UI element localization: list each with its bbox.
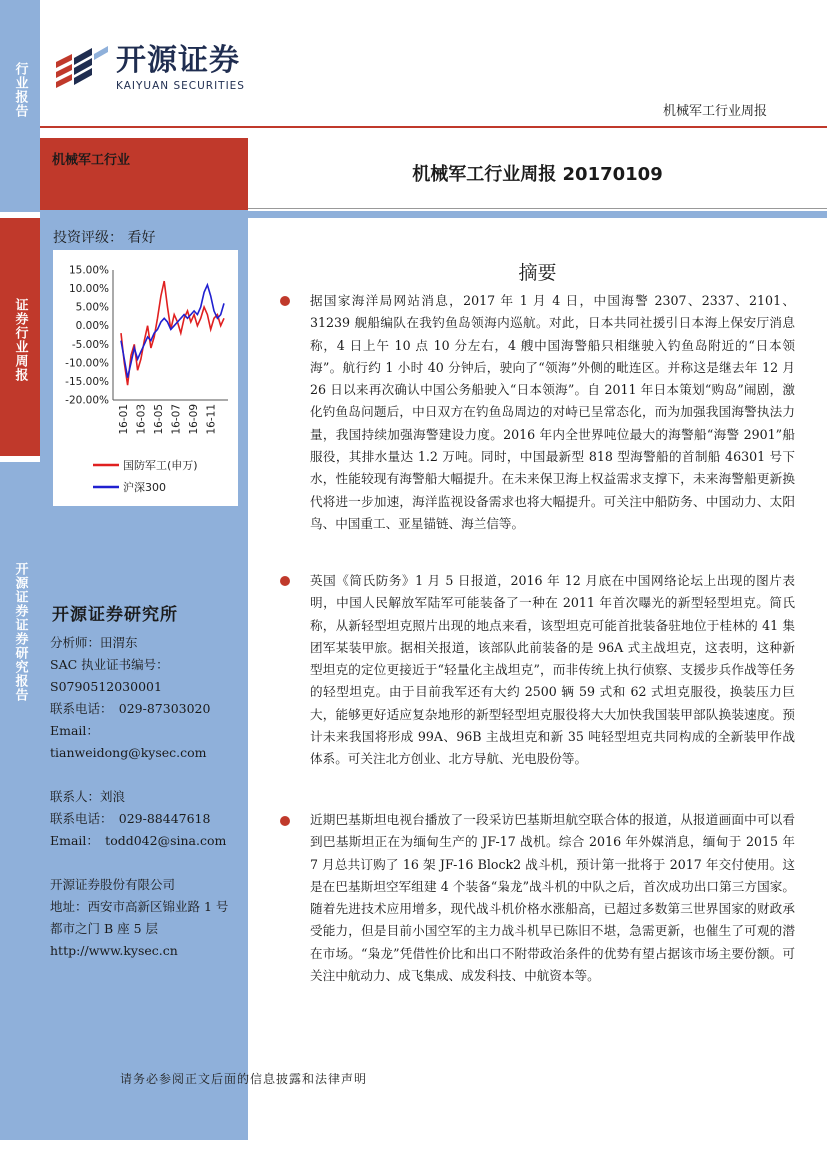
- summary-paragraph-2: 英国《简氏防务》1 月 5 日报道，2016 年 12 月底在中国网络论坛上出现的图片表明，中国人民解放军陆军可能装备了一种在 2011 年首次曝光的新型轻型坦克。简氏称，从新轻型坦克照片出现的地点来看，该型坦克可能首批装备驻地位于桂林的 41 集团军某装甲旅。据相关报道，该部队此前装备的是 96A 式主战坦克，这表明，这种新型坦克的定位更接近于“轻量化主战坦克”，而非传统上执行侦察、支援步兵作战等任务的轻型坦克。由于目前我军还有大约 2500 辆 59 式和 62 式坦克服役，换装压力巨大，能够更好适应复杂地形的新型轻型坦克服役将大大加快我国装甲部队换装速度。预计未来我国将形成 99A、96B 主战坦克和新 35 吨轻型坦克共同构成的全新装甲作战体系。可关注北方创业、北方导航、光电股份等。: [310, 573, 795, 767]
- institute-title: 开源证券研究所: [52, 605, 178, 625]
- legend-label-0: 国防军工(申万): [123, 459, 198, 472]
- header-report-type: 机械军工行业周报: [662, 104, 767, 119]
- sector-label: 机械军工行业: [52, 153, 131, 168]
- y-tick-label: 0.00%: [75, 320, 109, 333]
- page-title: 机械军工行业周报 20170109: [412, 164, 663, 185]
- footer-disclaimer: 请务必参阅正文后面的信息披露和法律声明: [120, 1072, 368, 1086]
- analyst-name: 分析师：田渭东: [50, 635, 138, 650]
- header-divider: [40, 126, 827, 128]
- analyst-email[interactable]: Email：tianweidong@kysec.com: [50, 723, 207, 760]
- y-tick-label: -5.00%: [71, 338, 109, 351]
- side-bar: [0, 0, 40, 1140]
- bullet-icon: [280, 296, 290, 306]
- summary-heading: 摘要: [518, 262, 557, 284]
- side-label-research: 开源证券证券研究报告: [12, 562, 28, 702]
- series-line-0: [121, 281, 224, 385]
- side-bar-middle: [0, 218, 40, 456]
- contact-email[interactable]: Email： todd042@sina.com: [50, 833, 227, 848]
- title-divider: [248, 208, 827, 209]
- y-tick-label: -15.00%: [65, 375, 109, 388]
- x-tick-label: 16-07: [170, 404, 183, 435]
- summary-paragraph-3: 近期巴基斯坦电视台播放了一段采访巴基斯坦航空联合体的报道，从报道画面中可以看到巴基斯坦正在为缅甸生产的 JF-17 战机。综合 2016 年外媒消息，缅甸于 2015 年 7 月总共订购了 16 架 JF-16 Block2 战斗机，预计第一批将于 2017 年交付使用。这是在巴基斯坦空军组建 4 个装备“枭龙”战斗机的中队之后，首次成功出口第三方国家。随着先进技术应用增多，现代战斗机价格水涨船高，已超过多数第三世界国家的财政承受能力，但是目前小国空军的主力战斗机早已陈旧不堪，急需更新，也催生了可观的潜在市场。“枭龙”凭借性价比和出口不附带政治条件的优势有望占据该市场主要份额。可关注中航动力、成飞集成、成发科技、中航资本等。: [310, 812, 795, 984]
- performance-chart: [53, 250, 238, 506]
- x-tick-label: 16-05: [153, 404, 165, 435]
- contact-info: [50, 632, 246, 962]
- sac-label: SAC 执业证书编号：: [50, 657, 169, 672]
- x-tick-label: 16-01: [118, 404, 130, 435]
- y-tick-label: 15.00%: [68, 264, 109, 277]
- contact-phone: 联系电话： 029-88447618: [50, 811, 211, 826]
- sac-number: S0790512030001: [50, 679, 162, 694]
- company-name: 开源证券股份有限公司: [50, 877, 176, 892]
- bullet-icon: [280, 816, 290, 826]
- side-bar-bottom: [0, 462, 40, 1140]
- y-tick-label: -20.00%: [65, 394, 109, 407]
- analyst-phone: 联系电话： 029-87303020: [50, 701, 211, 716]
- bullet-icon: [280, 576, 290, 586]
- address-line-2: 都市之门 B 座 5 层: [50, 921, 159, 936]
- company-logo: [52, 44, 245, 92]
- website-link[interactable]: http://www.kysec.cn: [50, 943, 178, 958]
- investment-rating: 投资评级： 看好: [53, 230, 156, 246]
- logo-name-en: KAIYUAN SECURITIES: [116, 79, 245, 92]
- logo-name-cn: 开源证券: [116, 42, 240, 78]
- x-tick-label: 16-03: [135, 404, 148, 435]
- x-tick-label: 16-11: [205, 404, 218, 435]
- sector-box: [40, 138, 248, 210]
- y-tick-label: 5.00%: [75, 301, 109, 314]
- x-tick-label: 16-09: [188, 404, 200, 435]
- y-tick-label: -10.00%: [65, 357, 109, 370]
- title-band: [248, 211, 827, 218]
- side-label-industry-report: 行业报告: [12, 62, 28, 118]
- side-label-weekly: 证券行业周报: [12, 298, 28, 382]
- side-bar-top: [0, 0, 40, 212]
- chart-svg: [53, 250, 238, 506]
- kaiyuan-logo-icon: [52, 44, 110, 92]
- summary-paragraph-1: 据国家海洋局网站消息，2017 年 1 月 4 日，中国海警 2307、2337、2101、31239 舰船编队在我钓鱼岛领海内巡航。对此，日本共同社援引日本海上保安厅消息称，4 日上午 10 点 10 分左右，4 艘中国海警船只相继驶入钓鱼岛附近的“日本领海”。航行约 1 小时 40 分钟后，驶向了“领海”外侧的毗连区。并称这是继去年 12 月 26 日以来再次确认中国公务船驶入“日本领海”。自 2011 年日本策划“购岛”闹剧，激化钓鱼岛问题后，中日双方在钓鱼岛周边的对峙已呈常态化，而为加强我国海警执法力量，我国持续加强海警建设力度。2016 年内全世界吨位最大的海警船“海警 2901”船服役，其排水量达 1.2 万吨。同时，中国最新型 818 型海警船的首制船 46301 号下水，性能较现有海警船大幅提升。在未来保卫海上权益需求支撑下，未来海警船更新换代将进一步加速，海洋监视设备需求也将大幅提升。可关注中船防务、中国动力、太阳鸟、中国重工、亚星锚链、海兰信等。: [310, 293, 795, 531]
- y-tick-label: 10.00%: [68, 283, 109, 296]
- legend-label-1: 沪深300: [123, 481, 166, 494]
- address-line-1: 地址：西安市高新区锦业路 1 号: [50, 899, 229, 914]
- contact-person: 联系人：刘浪: [50, 789, 126, 804]
